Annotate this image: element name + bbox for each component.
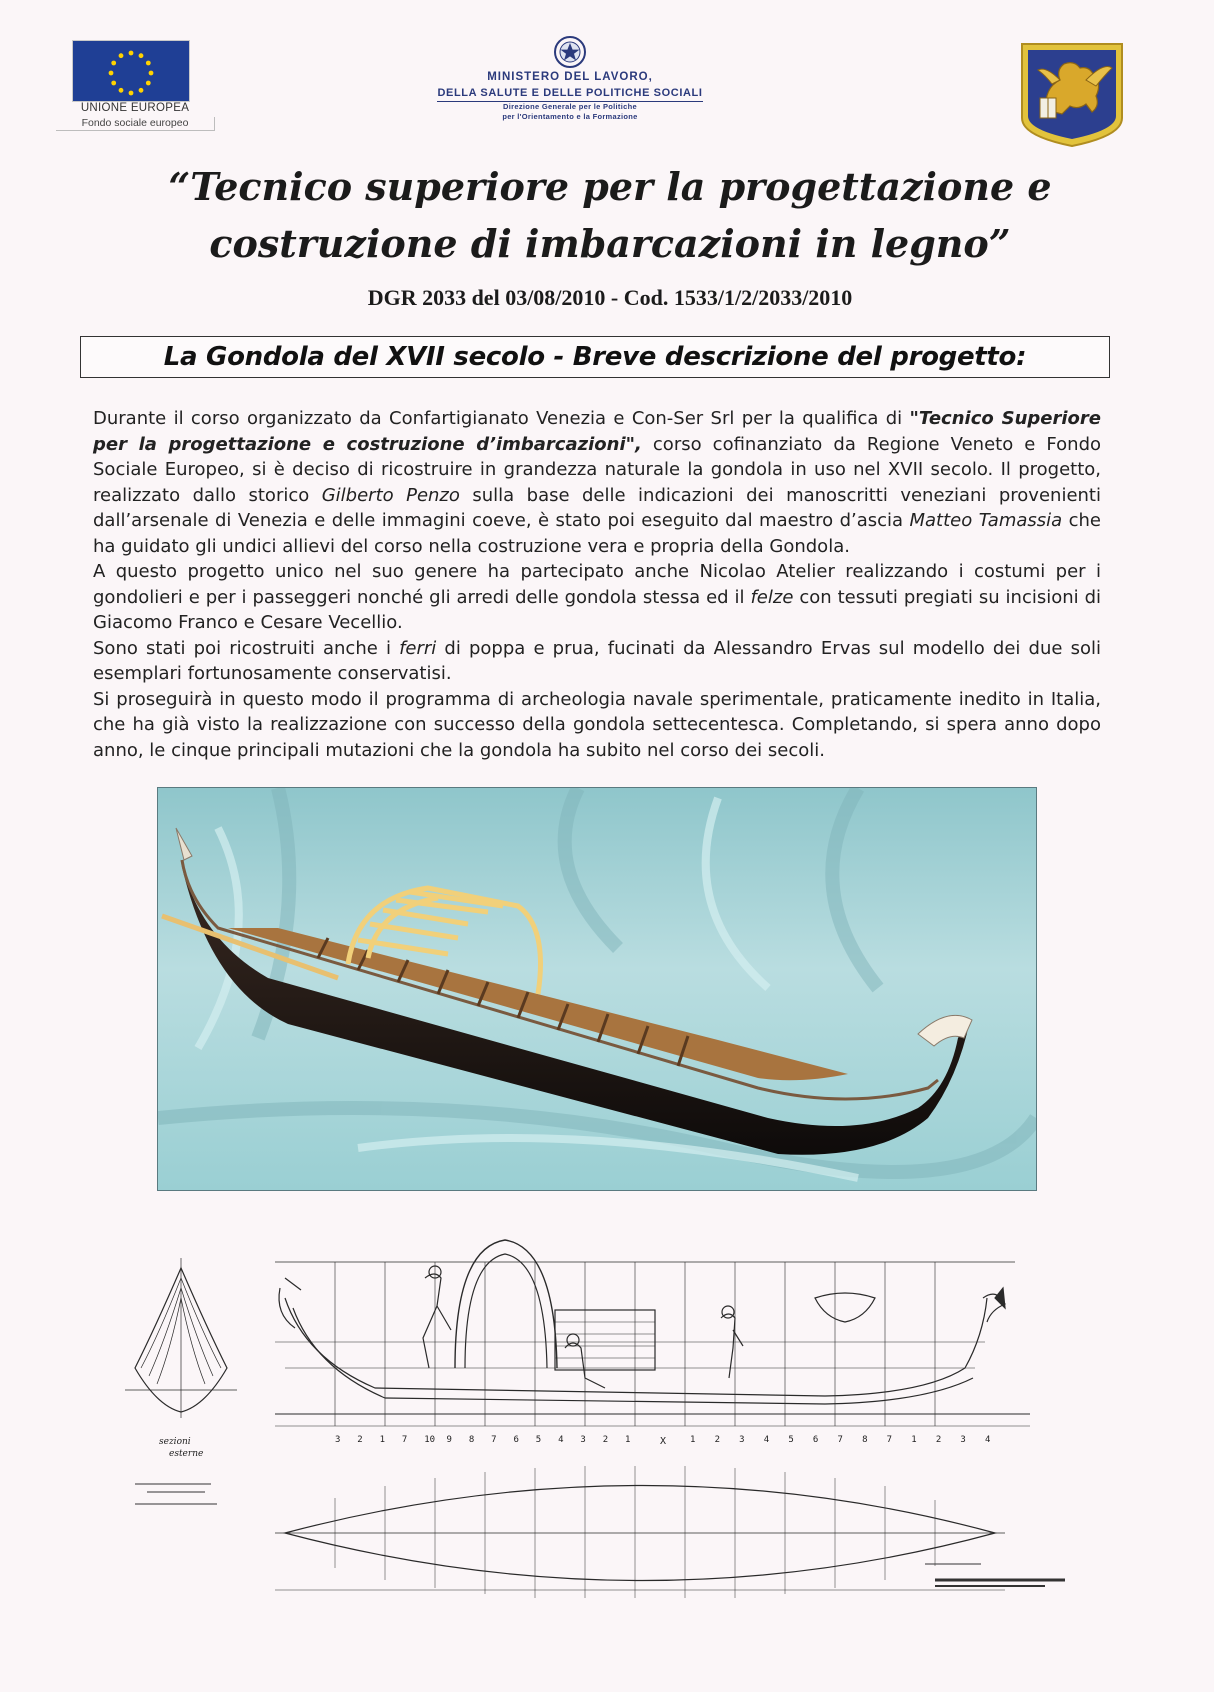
ministry-direction-line1: Direzione Generale per le Politiche — [503, 102, 637, 111]
station-number-aft: 10 — [424, 1435, 436, 1445]
text-run: corso cofinanziato da Regione Veneto e Fondo Sociale Europeo, si è deciso di ricostruire in grandezza naturale la gondola in uso nel XVII secolo. Il progetto, realizzato dallo storico — [93, 433, 1102, 506]
station-number-fore: 5 — [788, 1435, 794, 1445]
station-number-fore: 7 — [837, 1435, 843, 1445]
text-run: con tessuti pregiati su incisioni di Giacomo Franco e Cesare Vecellio. — [93, 586, 1102, 633]
eu-label: UNIONE EUROPEA — [80, 102, 190, 114]
station-number-aft: 2 — [602, 1435, 609, 1445]
text-run: Sono stati poi ricostruiti anche i — [93, 637, 400, 659]
station-number-aft: 8 — [468, 1435, 475, 1445]
eu-logo — [70, 38, 208, 134]
station-number-aft: 7 — [401, 1435, 408, 1445]
shipwright-name: Matteo Tamassia — [909, 510, 1063, 531]
station-number-fore: 3 — [739, 1435, 745, 1445]
section-title: La Gondola del XVII secolo - Breve descrizione del progetto: — [163, 342, 1027, 372]
paragraph-3 — [93, 636, 1101, 687]
gondola-model-photo — [157, 787, 1037, 1191]
paragraph-4: Si proseguirà in questo modo il programma di archeologia navale sperimentale, praticamente inedito in Italia, che ha già visto la realizzazione con successo della gondola settecentesca. Completando, si spera anno dopo anno, le cinque principali mutazioni che la gondola ha subito nel corso dei secoli. — [93, 688, 1101, 761]
station-number-fore: 2 — [714, 1435, 721, 1445]
station-number-aft: 6 — [513, 1435, 519, 1445]
station-number-fore: 8 — [862, 1435, 868, 1445]
station-number-aft: 2 — [357, 1435, 363, 1445]
ministry-name-line2: DELLA SALUTE E DELLE POLITICHE SOCIALI — [437, 87, 702, 102]
text-run: di poppa e prua, fucinati da Alessandro Ervas sul modello dei due soli esemplari fortunosamente conservatisi. — [93, 637, 1101, 684]
eu-sublabel: Fondo sociale europeo — [56, 117, 215, 131]
dgr-reference: DGR 2033 del 03/08/2010 - Cod. 1533/1/2/2033/2010 — [367, 285, 853, 310]
paragraph-2 — [93, 559, 1101, 636]
text-run: Durante il corso organizzato da Confartigianato Venezia e Con-Ser Srl per la qualifica di — [93, 408, 910, 429]
text-run: A questo progetto unico nel suo genere ha partecipato anche Nicolao Atelier realizzando i costumi per i gondolieri e per i passeggeri nonché gli arredi delle gondola stessa ed il — [93, 561, 1101, 608]
station-number-aft: 5 — [535, 1435, 542, 1445]
veneto-lion-logo — [1016, 40, 1128, 148]
italian-emblem-icon — [552, 34, 588, 70]
section-title-box — [80, 336, 1110, 378]
course-name-emphasis: "Tecnico Superiore per la progettazione e costruzione d’imbarcazioni", — [93, 408, 1101, 455]
station-number-fore: 2 — [935, 1435, 942, 1445]
station-number-fore: 6 — [812, 1435, 819, 1445]
text-run: sulla base delle indicazioni dei manoscritti veneziani provenienti dall’arsenale di Venezia e delle immagini coeve, è stato poi eseguito dal maestro d’ascia — [93, 484, 1101, 531]
station-number-aft: 9 — [446, 1435, 452, 1445]
station-number-aft: 3 — [335, 1435, 341, 1445]
text-run: che ha guidato gli undici allievi del corso nella costruzione vera e propria della Gondola. — [93, 510, 1101, 557]
station-number-aft: 3 — [580, 1435, 586, 1445]
ferri-term: ferri — [399, 637, 437, 659]
ministry-direction-line2: per l'Orientamento e la Formazione — [502, 112, 638, 121]
station-number-fore: 4 — [985, 1435, 991, 1445]
station-number-fore: 1 — [911, 1435, 917, 1445]
project-description — [93, 406, 1101, 763]
station-number-fore: 1 — [690, 1435, 696, 1445]
station-number-fore: 3 — [960, 1435, 966, 1445]
eu-flag-icon — [72, 40, 190, 102]
ministry-logo — [420, 34, 720, 122]
paragraph-1 — [93, 406, 1101, 559]
station-number-aft: 7 — [491, 1435, 497, 1445]
course-title — [60, 158, 1160, 272]
felze-term: felze — [750, 586, 794, 608]
historian-name: Gilberto Penzo — [321, 484, 460, 506]
course-title-line1: “Tecnico superiore per la progettazione e — [168, 164, 1052, 209]
course-title-line2: costruzione di imbarcazioni in legno” — [209, 221, 1011, 266]
station-number-fore: 4 — [763, 1435, 770, 1445]
gondola-technical-drawing — [125, 1218, 1095, 1598]
section-caption-1: sezioni — [159, 1437, 191, 1447]
station-midship: X — [660, 1436, 667, 1447]
station-number-aft: 1 — [379, 1435, 386, 1445]
station-number-aft: 4 — [558, 1435, 564, 1445]
station-number-fore: 7 — [886, 1435, 893, 1445]
station-number-aft: 1 — [625, 1435, 631, 1445]
ministry-name-line1: MINISTERO DEL LAVORO, — [487, 71, 653, 83]
section-caption-2: esterne — [169, 1449, 204, 1459]
